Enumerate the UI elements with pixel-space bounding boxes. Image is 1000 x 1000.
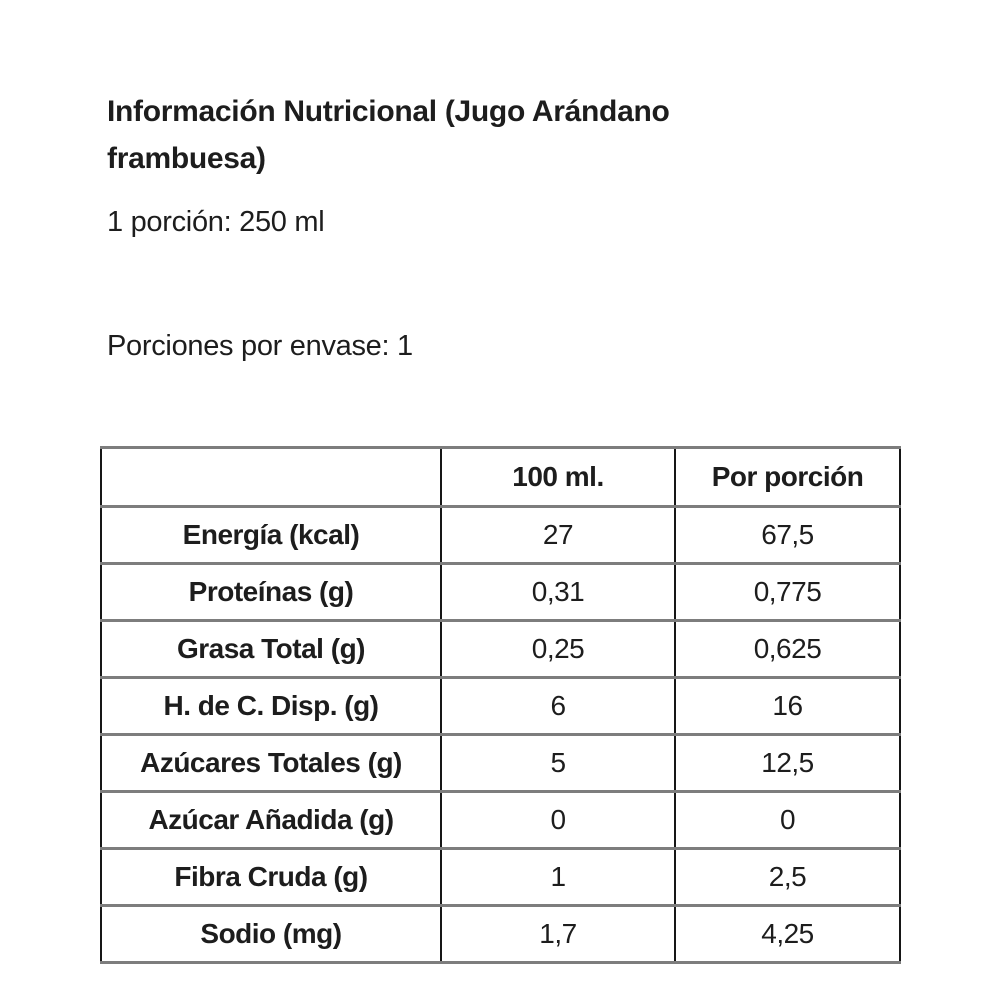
value-per-100ml: 6 <box>441 678 675 735</box>
value-per-portion: 0 <box>675 792 900 849</box>
row-label: Energía (kcal) <box>101 507 441 564</box>
value-per-100ml: 0,31 <box>441 564 675 621</box>
row-label: Sodio (mg) <box>101 906 441 963</box>
page-title: Información Nutricional (Jugo Arándano frambuesa) <box>107 95 670 175</box>
value-per-portion: 12,5 <box>675 735 900 792</box>
table-row-azucar-anadida <box>101 792 900 849</box>
value-per-portion: 2,5 <box>675 849 900 906</box>
header-cell-empty <box>101 448 441 507</box>
nutrition-table <box>100 446 901 964</box>
value-per-100ml: 27 <box>441 507 675 564</box>
servings-per-container-text: Porciones por envase: 1 <box>107 330 413 362</box>
value-per-100ml: 1 <box>441 849 675 906</box>
serving-size-text: 1 porción: 250 ml <box>107 206 325 238</box>
table-row-grasa-total <box>101 621 900 678</box>
table-row-h-de-c-disp <box>101 678 900 735</box>
row-label: H. de C. Disp. (g) <box>101 678 441 735</box>
row-label: Azúcares Totales (g) <box>101 735 441 792</box>
header-cell-portion: Por porción <box>675 448 900 507</box>
value-per-100ml: 1,7 <box>441 906 675 963</box>
value-per-portion: 0,775 <box>675 564 900 621</box>
table-row-proteinas <box>101 564 900 621</box>
table-row-fibra-cruda <box>101 849 900 906</box>
header-cell-100ml: 100 ml. <box>441 448 675 507</box>
table-row-energia <box>101 507 900 564</box>
value-per-portion: 4,25 <box>675 906 900 963</box>
value-per-portion: 0,625 <box>675 621 900 678</box>
table-row-azucares-totales <box>101 735 900 792</box>
value-per-100ml: 5 <box>441 735 675 792</box>
row-label: Grasa Total (g) <box>101 621 441 678</box>
table-row-sodio <box>101 906 900 963</box>
row-label: Proteínas (g) <box>101 564 441 621</box>
row-label: Azúcar Añadida (g) <box>101 792 441 849</box>
value-per-portion: 16 <box>675 678 900 735</box>
table-header-row <box>101 448 900 507</box>
value-per-100ml: 0,25 <box>441 621 675 678</box>
value-per-portion: 67,5 <box>675 507 900 564</box>
value-per-100ml: 0 <box>441 792 675 849</box>
row-label: Fibra Cruda (g) <box>101 849 441 906</box>
